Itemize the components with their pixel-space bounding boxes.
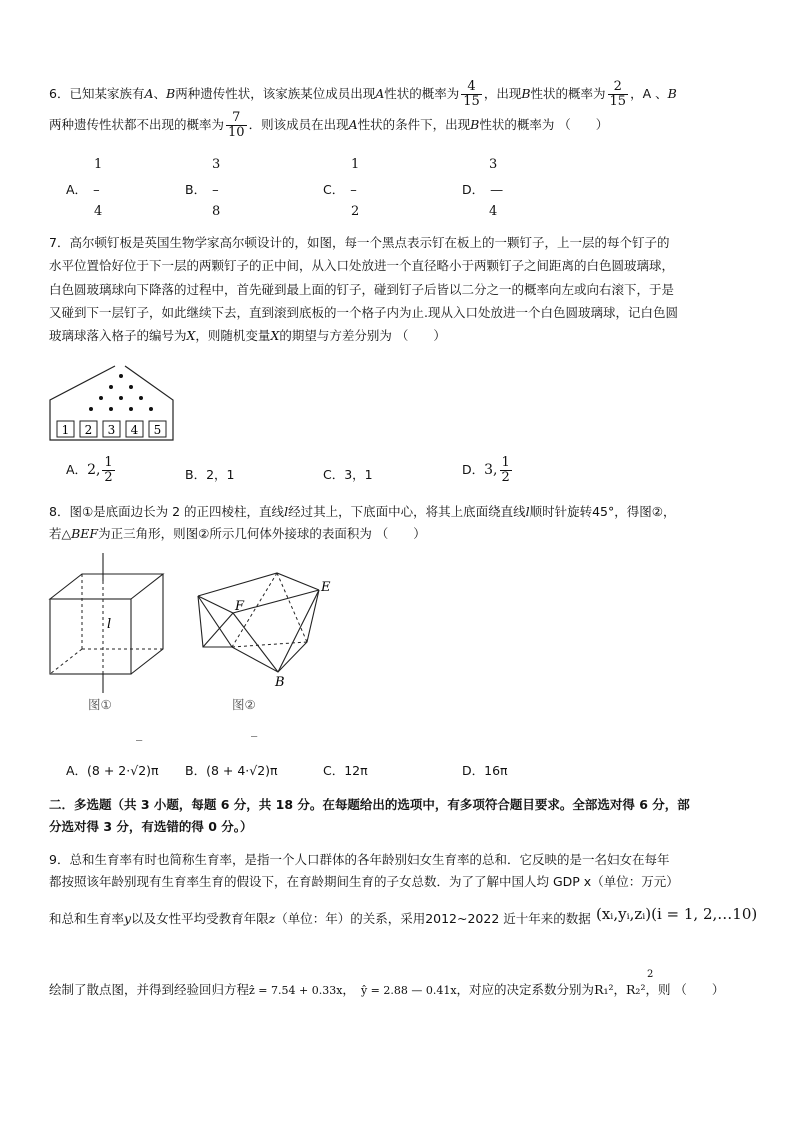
vertex-label-e: E <box>321 580 331 595</box>
fraction-pA: $\frac{4}{15}$ <box>463 79 480 109</box>
q8-line2: 若△BEF为正三角形，则图②所示几何体外接球的表面积为 （ ） <box>49 526 426 541</box>
q6-option-b-den: 8 <box>212 204 221 219</box>
slot-label: 4 <box>130 423 139 437</box>
prism-front-face <box>50 599 131 674</box>
q7-line4: 又碰到下一层钉子，如此继续下去，直到滚到底板的一个格子内为止.现从入口处放进一个白色圆玻璃球，记白色圆 <box>49 305 678 320</box>
galton-board-figure <box>45 360 180 445</box>
q9-line1: 9．总和生育率有时也简称生育率，是指一个人口群体的各年龄别妇女生育率的总和．它反映的是一名妇女在每年 <box>49 852 670 867</box>
slot-label: 1 <box>61 423 70 437</box>
peg <box>119 396 123 400</box>
vertex-label-f: F <box>235 599 245 614</box>
peg <box>89 407 93 411</box>
peg <box>139 396 143 400</box>
data-tuple: (xᵢ,yᵢ,zᵢ)(i = 1, 2,…10) <box>596 905 758 923</box>
q7-option-d[interactable]: D．3, $\frac{1}{2}$ <box>462 455 510 485</box>
top-face-edge <box>233 590 319 613</box>
q8-line1: 8．图①是底面边长为 2 的正四棱柱，直线l经过其上，下底面中心，将其上底面绕直线l顺时针旋转45°，得图②， <box>49 504 676 519</box>
q9-line4: 绘制了散点图，并得到经验回归方程ẑ = 7.54 + 0.33x， ŷ = 2.88 — 0.41x，对应的决定系数分别为R₁²，R₂²，则 （ ） <box>49 982 725 997</box>
q6-option-a-den: 4 <box>94 204 103 219</box>
figure-1-caption: 图① <box>88 697 112 712</box>
prism-figure-1 <box>45 553 175 713</box>
peg <box>129 407 133 411</box>
peg <box>129 385 133 389</box>
q6-line2: 两种遗传性状都不出现的概率为 $\frac{7}{10}$ ．则该成员在出现A性状的条件下，出现B性状的概率为 （ ） <box>49 110 609 140</box>
q6-option-d-num: 3 <box>489 157 498 172</box>
q6-option-b[interactable]: B． – <box>185 182 219 198</box>
q8-option-a[interactable]: A．(8 + 2·√2)π <box>66 763 159 778</box>
q9-line2: 都按照该年龄别现有生育率生育的假设下，在育龄期间生育的子女总数．为了了解中国人均 GDP x（单位：万元） <box>49 874 679 889</box>
line-label-l: l <box>107 617 112 632</box>
lateral-edge <box>233 613 278 672</box>
slot-label: 2 <box>84 423 93 437</box>
vertex-label-b: B <box>275 675 285 690</box>
q9-line3: 和总和生育率y以及女性平均受教育年限z（单位：年）的关系，采用2012~2022 近十年来的数据 <box>49 911 591 926</box>
top-face-edge <box>198 573 319 596</box>
q6-option-a[interactable]: A． – <box>66 182 100 198</box>
peg <box>119 374 123 378</box>
fraction-pB: $\frac{2}{15}$ <box>609 79 627 109</box>
fraction-pNone: $\frac{7}{10}$ <box>228 110 245 140</box>
q8-option-d[interactable]: D．16π <box>462 763 508 778</box>
q7-line3: 白色圆玻璃球向下降落的过程中，首先碰到最上面的钉子，碰到钉子后皆以二分之一的概率向左或向右滚下，于是 <box>49 282 675 297</box>
option-a-overbar: _ <box>136 726 143 741</box>
option-b-overbar: _ <box>251 722 258 737</box>
section-2-heading-line2: 分选对得 3 分，有选错的得 0 分。） <box>49 819 253 834</box>
q6-option-c[interactable]: C． – <box>323 182 357 198</box>
prism-top-face <box>50 574 163 599</box>
peg <box>149 407 153 411</box>
q6-option-d[interactable]: D． — <box>462 182 504 198</box>
q8-option-b[interactable]: B．(8 + 4·√2)π <box>185 763 278 778</box>
q7-line2: 水平位置恰好位于下一层的两颗钉子的正中间，从入口处放进一个直径略小于两颗钉子之间距离的白色圆玻璃球， <box>49 258 675 273</box>
q8-option-c[interactable]: C．12π <box>323 763 368 778</box>
solid-hidden-edges <box>203 573 307 647</box>
q6-option-d-den: 4 <box>489 204 498 219</box>
regression-eq-z: ẑ = 7.54 + 0.33x <box>249 984 343 997</box>
galton-slots <box>57 421 166 437</box>
peg <box>109 385 113 389</box>
q6-option-b-num: 3 <box>212 157 221 172</box>
regression-eq-y: ŷ = 2.88 — 0.41x <box>360 984 457 997</box>
q7-option-b[interactable]: B．2，1 <box>185 467 235 482</box>
q6-option-c-den: 2 <box>351 204 360 219</box>
r2-superscript: 2 <box>647 969 654 980</box>
solid-figure-2 <box>192 570 337 690</box>
peg <box>109 407 113 411</box>
prism-right-edges <box>131 574 163 674</box>
peg <box>99 396 103 400</box>
q6-line1: 6．已知某家族有A、B两种遗传性状，该家族某位成员出现A性状的概率为 $\frac{4}{15}$ ，出现B性状的概率为 $\frac{2}{15}$ ，A 、B <box>49 79 677 109</box>
q7-option-c[interactable]: C．3，1 <box>323 467 373 482</box>
slot-label: 5 <box>153 423 162 437</box>
lateral-edge <box>278 590 319 672</box>
q6-option-a-num: 1 <box>94 157 103 172</box>
q7-line1: 7．高尔顿钉板是英国生物学家高尔顿设计的，如图，每一个黑点表示钉在板上的一颗钉子，上一层的每个钉子的 <box>49 235 670 250</box>
q7-option-a[interactable]: A．2, $\frac{1}{2}$ <box>66 455 113 485</box>
slot-label: 3 <box>107 423 116 437</box>
section-2-heading-line1: 二．多选题（共 3 小题，每题 6 分，共 18 分。在每题给出的选项中，有多项符合题目要求。全部选对得 6 分，部 <box>49 797 690 812</box>
figure-2-caption: 图② <box>232 697 256 712</box>
q7-line5: 玻璃球落入格子的编号为X，则随机变量X的期望与方差分别为 （ ） <box>49 328 446 343</box>
side-outline <box>198 590 319 672</box>
q6-option-c-num: 1 <box>351 157 360 172</box>
